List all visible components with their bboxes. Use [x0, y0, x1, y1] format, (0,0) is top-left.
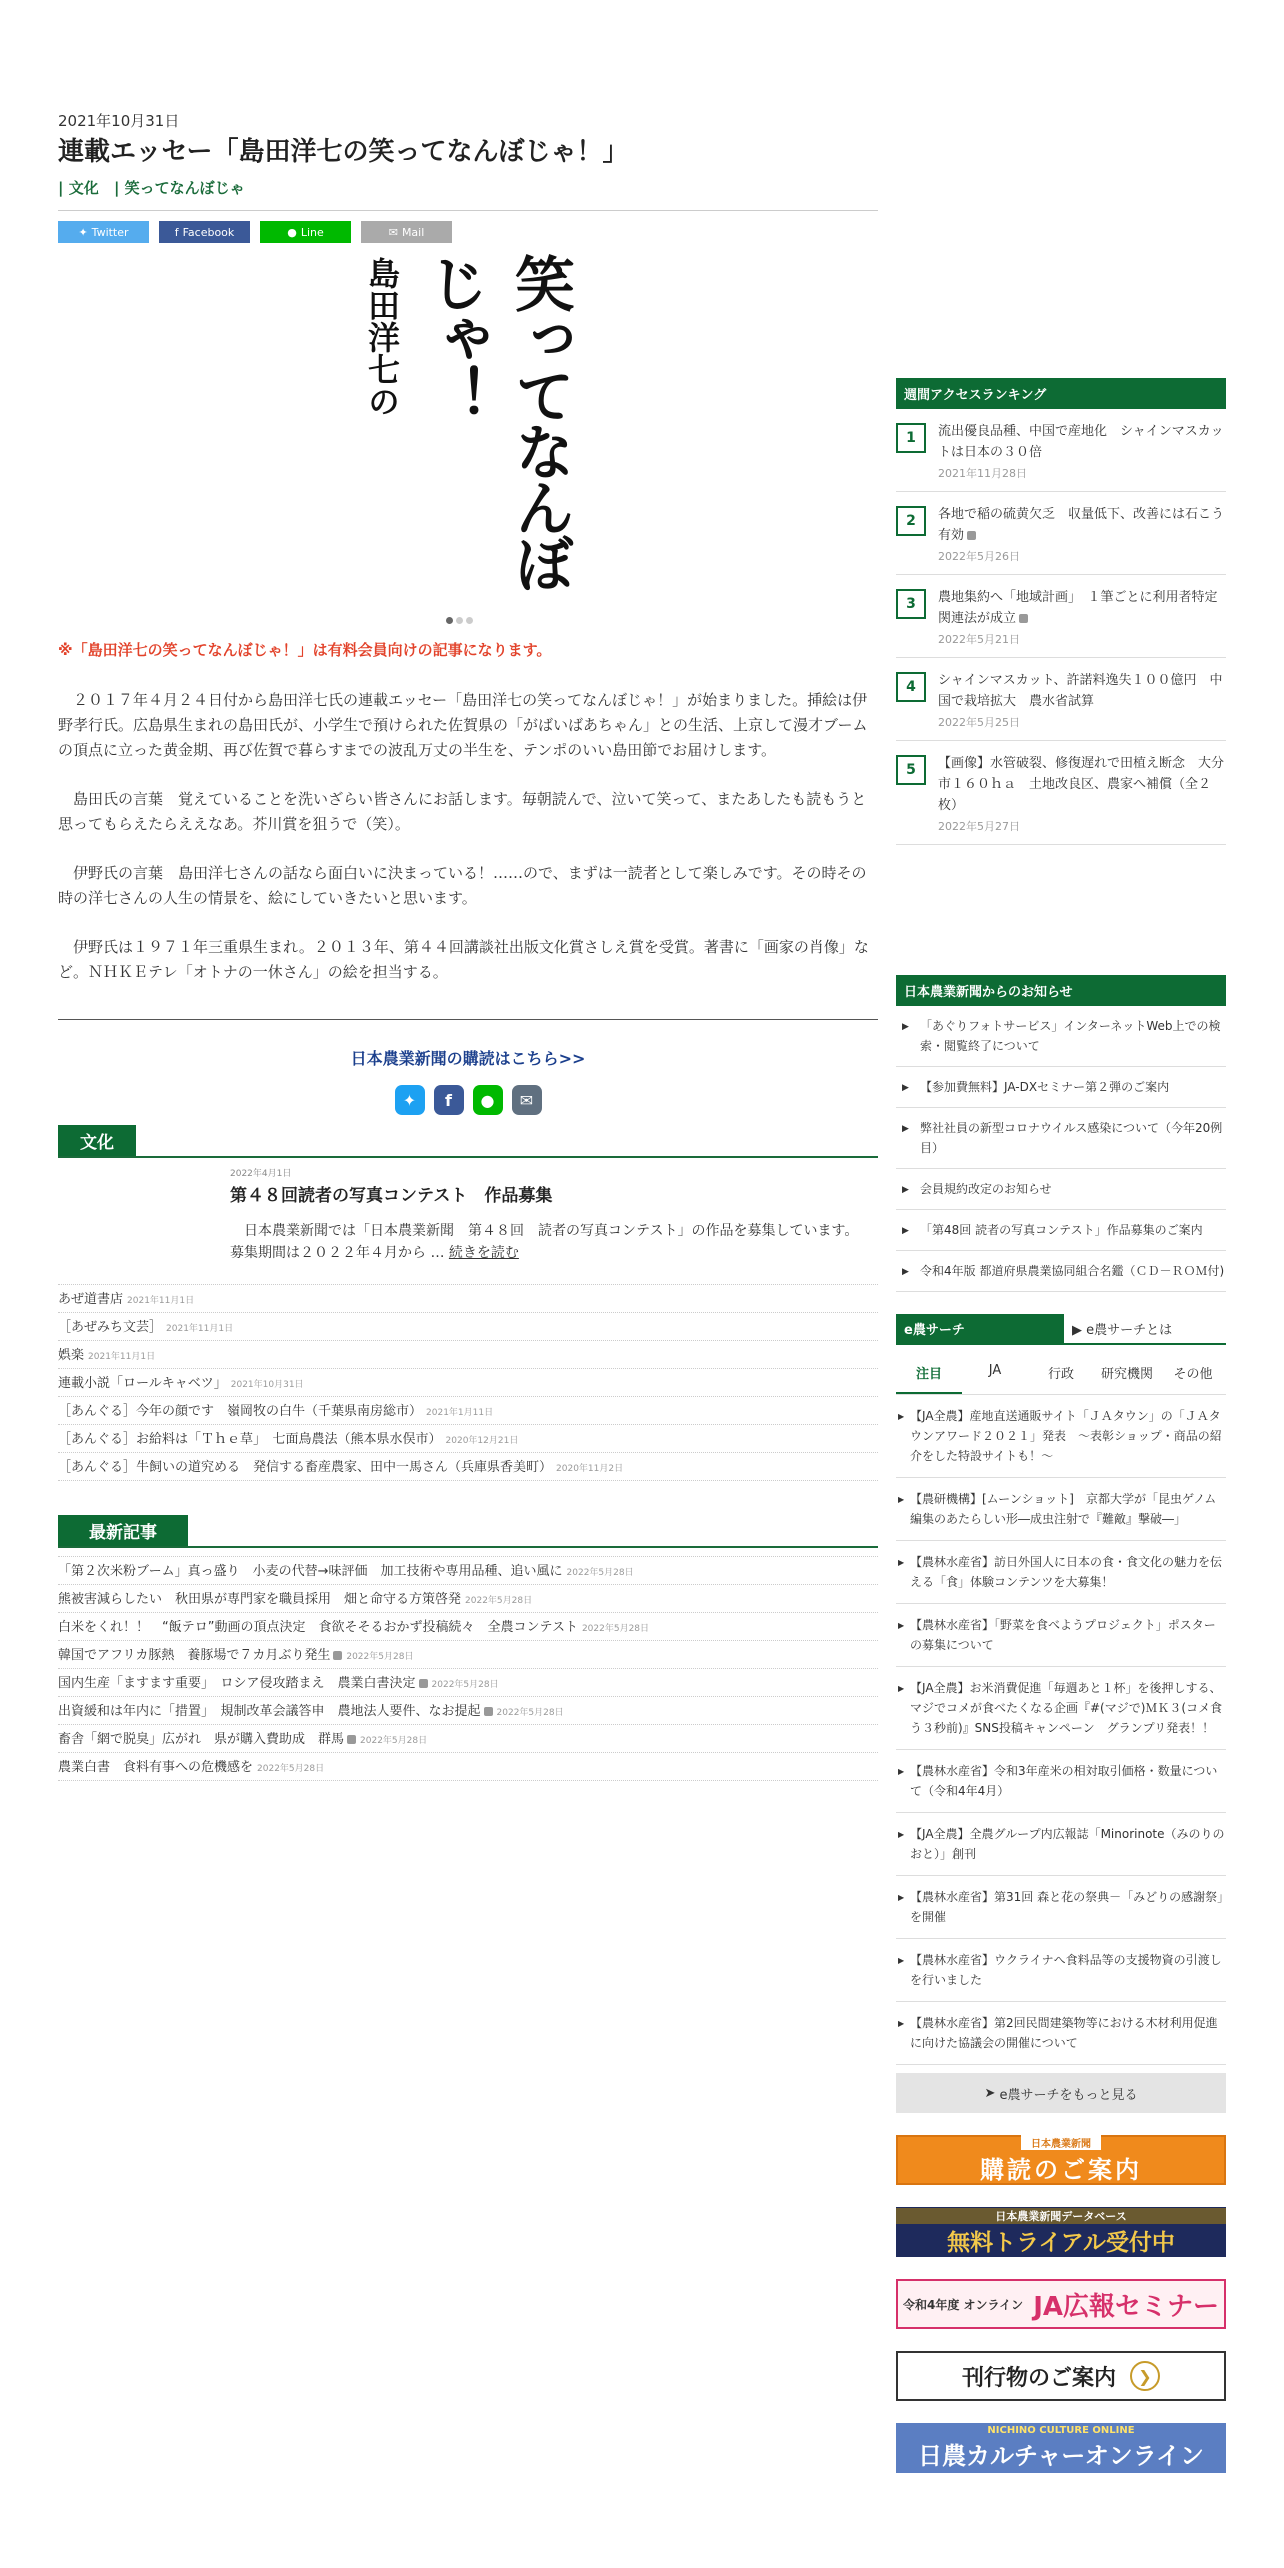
members-only-notice: ※「島田洋七の笑ってなんぼじゃ！」は有料会員向けの記事になります。: [58, 641, 552, 659]
subscription-banner[interactable]: 日本農業新聞 購読のご案内: [896, 2135, 1226, 2185]
article-paragraph: 伊野氏は１９７１年三重県生まれ。２０１３年、第４４回講談社出版文化賞さしえ賞を受賞。著書に「画家の肖像」など。ＮＨＫＥテレ「オトナの一休さん」の絵を担当する。: [58, 938, 869, 981]
list-item[interactable]: ［あぜみち文芸］ 2021年11月1日: [58, 1312, 878, 1340]
twitter-icon: ✦: [78, 225, 88, 239]
list-item[interactable]: 出資緩和は年内に「措置」 規制改革会議答申 農地法人要件、なお提起 2022年5月28日: [58, 1696, 878, 1724]
facebook-icon: f: [174, 225, 179, 239]
subtab-other[interactable]: その他: [1173, 1367, 1213, 1382]
esearch-item[interactable]: ▶ 【農林水産省】令和3年産米の相対取引価格・数量について（令和4年4月）: [896, 1750, 1226, 1813]
carousel-dot[interactable]: [466, 617, 473, 624]
culture-article-list: [58, 1284, 878, 1481]
esearch-item[interactable]: ▶ 【農林水産省】第31回 森と花の祭典－「みどりの感謝祭」を開催: [896, 1876, 1226, 1939]
twitter-icon[interactable]: ✦: [395, 1085, 425, 1115]
featured-article[interactable]: [58, 1166, 878, 1266]
news-heading: 日本農業新聞からのお知らせ: [896, 975, 1226, 1006]
esearch-more-button[interactable]: ➤ e農サーチをもっと見る: [896, 2073, 1226, 2113]
seminar-banner[interactable]: 令和4年度 オンライン JA広報セミナー: [896, 2279, 1226, 2329]
chevron-right-icon: ❯: [1130, 2361, 1160, 2391]
read-more-link[interactable]: 続きを読む: [448, 1245, 519, 1261]
news-item[interactable]: ▶ 【参加費無料】JA-DXセミナー第２弾のご案内: [896, 1067, 1226, 1108]
tab-esearch[interactable]: e農サーチ: [896, 1314, 1064, 1345]
share-mail-button[interactable]: ✉ Mail: [361, 221, 452, 243]
culture-section-header: [58, 1125, 878, 1158]
article-column: [58, 110, 878, 1781]
esearch-item[interactable]: ▶ 【農林水産省】ウクライナへ食料品等の支援物資の引渡しを行いました: [896, 1939, 1226, 2002]
mail-icon: ✉: [388, 225, 398, 239]
lock-icon: [484, 1707, 493, 1716]
article-paragraph: 島田氏の言葉 覚えていることを洗いざらい皆さんにお話します。毎朝読んで、泣いて笑って、またあしたも読もうと思ってもらえたらええなあ。芥川賞を狙うで（笑）。: [58, 790, 867, 833]
hero-text-title: 笑ってなんぼじゃ！: [419, 253, 575, 589]
featured-title[interactable]: 第４８回読者の写真コンテスト 作品募集: [230, 1186, 553, 1206]
tab-esearch-about[interactable]: ▶ e農サーチとは: [1064, 1314, 1226, 1345]
esearch-box: [896, 1314, 1226, 2113]
category-links: [58, 177, 878, 198]
culture-online-banner[interactable]: NICHINO CULTURE ONLINE 日農カルチャーオンライン: [896, 2423, 1226, 2473]
line-icon[interactable]: ●: [473, 1085, 503, 1115]
carousel-dot[interactable]: [456, 617, 463, 624]
list-item[interactable]: あぜ道書店 2021年11月1日: [58, 1284, 878, 1312]
list-item[interactable]: ［あんぐる］お給料は「Ｔｈｅ草」 七面鳥農法（熊本県水俣市） 2020年12月21日: [58, 1424, 878, 1452]
publications-banner[interactable]: 刊行物のご案内 ❯: [896, 2351, 1226, 2401]
article-title: 連載エッセー「島田洋七の笑ってなんぼじゃ！」: [58, 137, 629, 167]
news-item[interactable]: ▶ 会員規約改定のお知らせ: [896, 1169, 1226, 1210]
lock-icon: [419, 1679, 428, 1688]
category-link-series[interactable]: | 笑ってなんぼじゃ: [113, 179, 245, 197]
list-item[interactable]: 白米をくれ！！ “飯テロ”動画の頂点決定 食欲そそるおかず投稿続々 全農コンテスト 2022年5月28日: [58, 1612, 878, 1640]
lock-icon: [1019, 614, 1028, 623]
latest-article-list: [58, 1556, 878, 1781]
ranking-item[interactable]: [896, 658, 1226, 741]
rank-number: 1: [896, 423, 926, 453]
mail-icon[interactable]: ✉: [512, 1085, 542, 1115]
list-item[interactable]: 畜舎「網で脱臭」広がれ 県が購入費助成 群馬 2022年5月28日: [58, 1724, 878, 1752]
latest-section-header: [58, 1515, 878, 1548]
database-trial-banner[interactable]: 日本農業新聞データベース 無料トライアル受付中: [896, 2207, 1226, 2257]
social-icons: [58, 1085, 878, 1115]
list-item[interactable]: ［あんぐる］今年の顔です 嶺岡牧の白牛（千葉県南房総市） 2021年1月11日: [58, 1396, 878, 1424]
ranking-item[interactable]: [896, 575, 1231, 658]
esearch-item[interactable]: ▶ 【農研機構】[ムーンショット] 京都大学が「昆虫ゲノム編集のあたらしい形―成虫注射で『難敵』撃破―」: [896, 1478, 1226, 1541]
rank-date: 2022年5月25日: [938, 716, 1020, 729]
carousel-dots: [446, 617, 473, 624]
share-facebook-button[interactable]: f Facebook: [159, 221, 250, 243]
list-item[interactable]: 農業白書 食料有事への危機感を 2022年5月28日: [58, 1752, 878, 1781]
subtab-government[interactable]: 行政: [1047, 1367, 1074, 1382]
rank-title[interactable]: シャインマスカット、許諾料逸失１００億円 中国で栽培拡大 農水省試算: [938, 673, 1223, 709]
sidebar: [896, 378, 1231, 2473]
latest-section-title: 最新記事: [58, 1515, 188, 1546]
esearch-list: [896, 1395, 1226, 2065]
rank-date: 2021年11月28日: [938, 467, 1027, 480]
list-item[interactable]: ［あんぐる］牛飼いの道究める 発信する畜産農家、田中一馬さん（兵庫県香美町） 2020年11月2日: [58, 1452, 878, 1481]
rank-title[interactable]: 【画像】水管破裂、修復遅れで田植え断念 大分市１６０ｈａ 土地改良区、農家へ補償（全２枚）: [938, 756, 1225, 813]
rank-date: 2022年5月26日: [938, 550, 1020, 563]
esearch-item[interactable]: ▶ 【農林水産省】訪日外国人に日本の食・食文化の魅力を伝える「食」体験コンテンツを大募集！: [896, 1541, 1226, 1604]
share-line-button[interactable]: ● Line: [260, 221, 351, 243]
subscribe-link[interactable]: 日本農業新聞の購読はこちら>>: [350, 1049, 586, 1068]
news-item[interactable]: ▶ 弊社社員の新型コロナウイルス感染について（今年20例目）: [896, 1108, 1226, 1169]
line-icon: ●: [287, 225, 297, 239]
lock-icon: [967, 531, 976, 540]
news-item[interactable]: ▶ 「第48回 読者の写真コンテスト」作品募集のご案内: [896, 1210, 1226, 1251]
ranking-item[interactable]: [896, 409, 1226, 492]
esearch-item[interactable]: ▶ 【JA全農】産地直送通販サイト「ＪＡタウン」の「ＪＡタウンアワード２０２１」発表 ～表彰ショップ・商品の紹介をした特設サイトも！～: [896, 1395, 1226, 1478]
rank-number: 4: [896, 672, 926, 702]
subtab-ja[interactable]: JA: [988, 1363, 1002, 1378]
list-item[interactable]: 娯楽 2021年11月1日: [58, 1340, 878, 1368]
ranking-item[interactable]: [896, 492, 1226, 575]
hero-title-artwork: [363, 253, 575, 598]
lock-icon: [333, 1651, 342, 1660]
rank-title[interactable]: 流出優良品種、中国で産地化 シャインマスカットは日本の３０倍: [938, 424, 1224, 460]
rank-number: 3: [896, 589, 926, 619]
hero-text-name: 島田洋七の: [363, 257, 401, 417]
divider: [58, 1019, 878, 1020]
list-item[interactable]: 韓国でアフリカ豚熱 養豚場で７カ月ぶり発生 2022年5月28日: [58, 1640, 878, 1668]
article-paragraph: 伊野氏の言葉 島田洋七さんの話なら面白いに決まっている！……ので、まずは一読者として楽しみです。その時その時の洋七さんの人生の情景を、絵にしていきたいと思います。: [58, 864, 867, 907]
divider: [58, 210, 878, 211]
subtab-featured[interactable]: 注目: [896, 1353, 962, 1394]
news-box: [896, 975, 1226, 1292]
category-link-culture[interactable]: | 文化: [58, 179, 99, 197]
esearch-item[interactable]: ▶ 【JA全農】お米消費促進「毎週あと１杯」を後押しする、マジでコメが食べたくなる企画『#(マジで)ＭＫ３(コメ食う３秒前)』SNS投稿キャンペーン グランプリ発表！！: [896, 1667, 1226, 1750]
list-item[interactable]: 熊被害減らしたい 秋田県が専門家を職員採用 畑と命守る方策啓発 2022年5月28日: [58, 1584, 878, 1612]
ranking-list: [896, 409, 1231, 845]
culture-section-title: 文化: [58, 1125, 136, 1156]
news-item[interactable]: ▶ 「あぐりフォトサービス」インターネットWeb上での検索・閲覧終了について: [896, 1006, 1226, 1067]
list-item[interactable]: 国内生産「ますます重要」 ロシア侵攻踏まえ 農業白書決定 2022年5月28日: [58, 1668, 878, 1696]
esearch-subtabs: [896, 1353, 1226, 1395]
rank-date: 2022年5月21日: [938, 633, 1020, 646]
subtab-research[interactable]: 研究機関: [1100, 1367, 1153, 1382]
list-item[interactable]: 連載小説「ロールキャベツ」 2021年10月31日: [58, 1368, 878, 1396]
share-buttons: [58, 221, 878, 243]
carousel-dot[interactable]: [446, 617, 453, 624]
featured-thumbnail: [58, 1166, 230, 1266]
news-item[interactable]: ▶ 令和4年版 都道府県農業協同組合名鑑（ＣＤ－ＲＯＭ付): [896, 1251, 1226, 1292]
esearch-item[interactable]: ▶ 【JA全農】全農グループ内広報誌「Minorinote（みのりのおと）」創刊: [896, 1813, 1226, 1876]
ranking-heading: 週間アクセスランキング: [896, 378, 1226, 409]
article-date: 2021年10月31日: [58, 112, 180, 130]
rank-date: 2022年5月27日: [938, 820, 1020, 833]
lock-icon: [347, 1735, 356, 1744]
chevron-right-icon: ➤: [984, 2085, 1000, 2101]
article-paragraph: ２０１７年４月２４日付から島田洋七氏の連載エッセー「島田洋七の笑ってなんぼじゃ！」が始まりました。挿絵は伊野孝行氏。広島県生まれの島田氏が、小学生で預けられた佐賀県の「がばいばあちゃん」との生活、上京して漫才ブームの頂点に立った黄金期、再び佐賀で暮らすまでの波乱万丈の半生を、テンポのいい島田節でお届けします。: [58, 691, 868, 759]
rank-title[interactable]: 各地で稲の硫黄欠乏 収量低下、改善には石こう有効: [938, 507, 1225, 543]
esearch-item[interactable]: ▶ 【農林水産省】「野菜を食べようプロジェクト」ポスターの募集について: [896, 1604, 1226, 1667]
ranking-item[interactable]: [896, 741, 1226, 845]
facebook-icon[interactable]: f: [434, 1085, 464, 1115]
esearch-item[interactable]: ▶ 【農林水産省】第2回民間建築物等における木材利用促進に向けた協議会の開催について: [896, 2002, 1226, 2065]
list-item[interactable]: 「第２次米粉ブーム」真っ盛り 小麦の代替→味評価 加工技術や専用品種、追い風に 2022年5月28日: [58, 1556, 878, 1584]
featured-date: 2022年4月1日: [230, 1169, 292, 1179]
hero-carousel: [58, 249, 878, 629]
play-icon: ▶: [1072, 1323, 1087, 1338]
featured-description: 日本農業新聞では「日本農業新聞 第４８回 読者の写真コンテスト」の作品を募集しています。 募集期間は２０２２年４月から … 続きを読む: [230, 1223, 866, 1261]
rank-number: 5: [896, 755, 926, 785]
rank-number: 2: [896, 506, 926, 536]
share-twitter-button[interactable]: ✦ Twitter: [58, 221, 149, 243]
rank-title[interactable]: 農地集約へ「地域計画」 １筆ごとに利用者特定 関連法が成立: [938, 590, 1231, 626]
